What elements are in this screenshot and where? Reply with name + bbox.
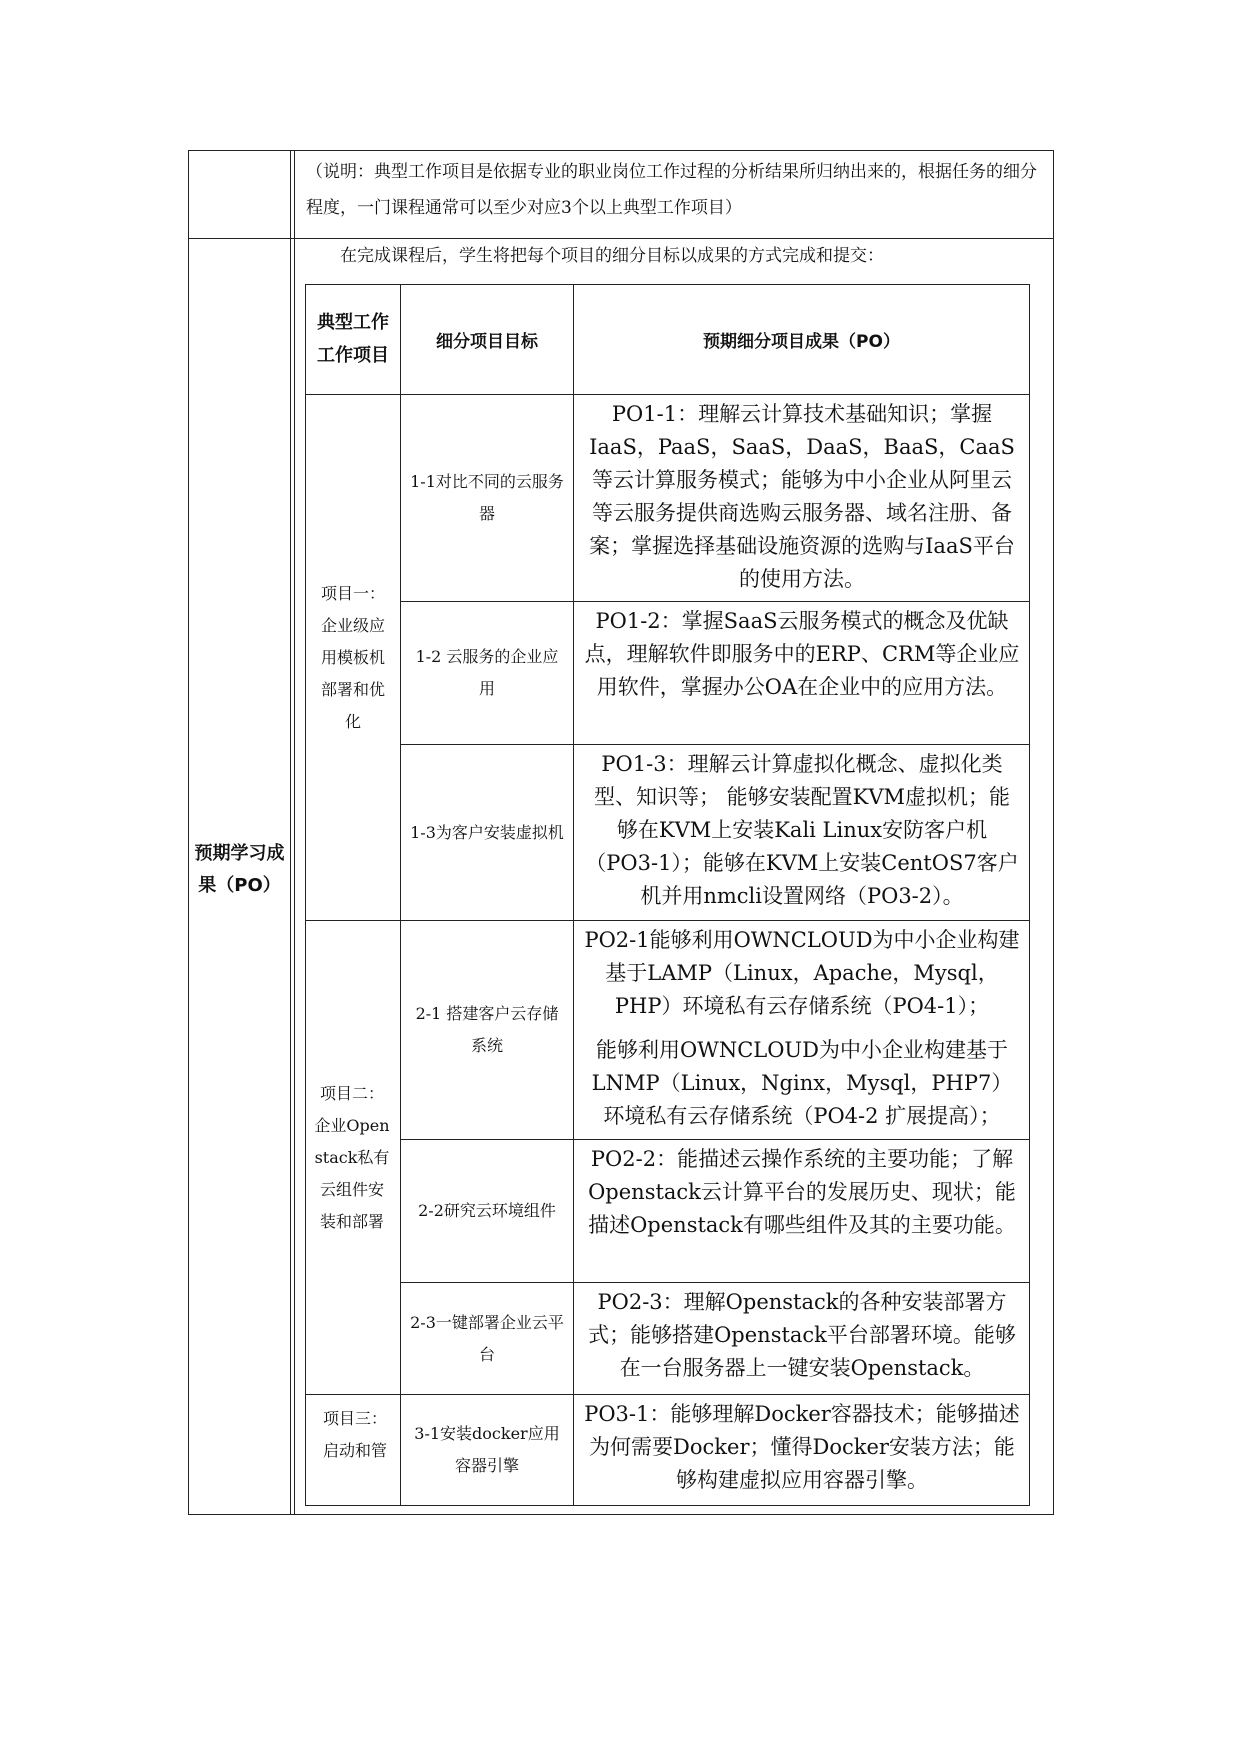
target-1-3: 1-3为客户安装虚拟机 <box>410 822 564 842</box>
project-3-name: 项目三：启动和管 <box>322 1409 387 1460</box>
target-2-1: 2-1 搭建客户云存储系统 <box>415 1004 559 1055</box>
outcome-1-3: PO1-3：理解云计算虚拟化概念、虚拟化类型、知识等； 能够安装配置KVM虚拟机；能够在KVM上安装Kali Linux安防客户机（PO3-1）；能够在KVM上安装CentOS7客户机并用nmcli设置网络（PO3-2）。 <box>585 752 1019 908</box>
target-2-2: 2-2研究云环境组件 <box>418 1201 556 1220</box>
inner-left-border <box>305 284 306 1506</box>
header-target: 细分项目目标 <box>436 331 538 352</box>
target-1-1: 1-1对比不同的云服务器 <box>410 472 564 523</box>
target-3-1: 3-1安装docker应用容器引擎 <box>414 1424 560 1475</box>
outcome-2-2: PO2-2：能描述云操作系统的主要功能；了解Openstack云计算平台的发展历史、现状；能描述Openstack有哪些组件及其的主要功能。 <box>588 1147 1016 1237</box>
col-divider-b <box>294 150 295 1515</box>
outcome-2-1-ext: 能够利用OWNCLOUD为中小企业构建基于LNMP（Linux，Nginx，Mysql，PHP7）环境私有云存储系统（PO4-2 扩展提高）； <box>591 1038 1013 1128</box>
outcome-1-1: PO1-1：理解云计算技术基础知识；掌握IaaS，PaaS，SaaS，DaaS，BaaS，CaaS等云计算服务模式；能够为中小企业从阿里云等云服务提供商选购云服务器、域名注册、备案；掌握选择基础设施资源的选购与IaaS平台的使用方法。 <box>589 402 1015 591</box>
outer-right-border <box>1053 150 1054 1515</box>
row-divider <box>188 238 1054 239</box>
outcome-1-2: PO1-2：掌握SaaS云服务模式的概念及优缺点，理解软件即服务中的ERP、CRM等企业应用软件，掌握办公OA在企业中的应用方法。 <box>584 609 1020 699</box>
inner-right-border <box>1029 284 1030 1506</box>
po-intro-text: 在完成课程后，学生将把每个项目的细分目标以成果的方式完成和提交： <box>340 246 884 266</box>
description-note: （说明：典型工作项目是依据专业的职业岗位工作过程的分析结果所归纳出来的，根据任务的细分程度，一门课程通常可以至少对应3个以上典型工作项目） <box>306 162 1037 218</box>
outcome-2-1: PO2-1能够利用OWNCLOUD为中小企业构建基于LAMP（Linux，Apache，Mysql，PHP）环境私有云存储系统（PO4-1）； <box>584 928 1020 1018</box>
inner-col-2 <box>573 284 574 1506</box>
inner-top-border <box>305 284 1030 285</box>
project-2-name: 项目二：企业Openstack私有云组件安装和部署 <box>314 1083 390 1231</box>
col-divider-a <box>290 150 291 1515</box>
outcome-2-3: PO2-3：理解Openstack的各种安装部署方式；能够搭建Openstack平台部署环境。能够在一台服务器上一键安装Openstack。 <box>588 1290 1016 1380</box>
outer-bottom-border <box>188 1514 1054 1515</box>
outcome-3-1: PO3-1：能够理解Docker容器技术；能够描述为何需要Docker；懂得Docker安装方法；能够构建虚拟应用容器引擎。 <box>584 1402 1020 1492</box>
header-project: 典型工作工作项目 <box>317 312 389 366</box>
target-2-3: 2-3一键部署企业云平台 <box>410 1312 564 1364</box>
project-1-name: 项目一：企业级应用模板机部署和优化 <box>320 583 385 731</box>
inner-bottom-border <box>305 1505 1030 1506</box>
header-outcome: 预期细分项目成果（PO） <box>703 331 900 352</box>
inner-col-1 <box>400 284 401 1506</box>
target-1-2: 1-2 云服务的企业应用 <box>415 647 559 698</box>
po-section-label: 预期学习成果（PO） <box>194 843 285 896</box>
outer-top-border <box>188 150 1054 151</box>
